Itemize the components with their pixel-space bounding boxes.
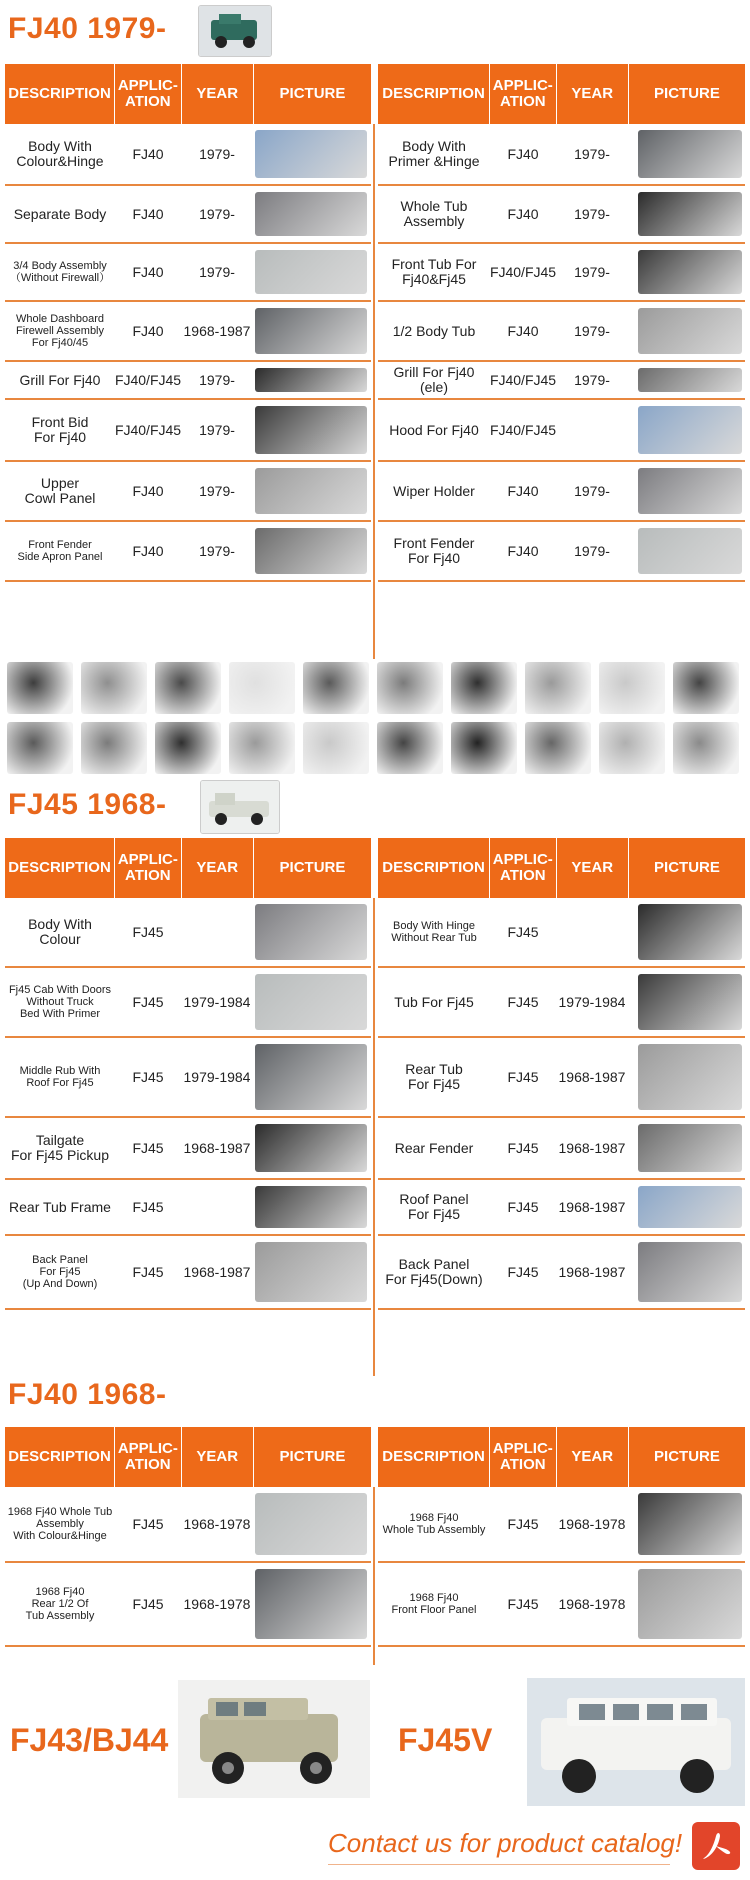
column-divider — [373, 124, 375, 659]
header-description: DESCRIPTION — [5, 838, 115, 898]
table-row — [5, 1118, 371, 1180]
table-row — [5, 1563, 371, 1647]
parts-photo-strip — [5, 660, 745, 778]
part-photo — [81, 662, 147, 714]
part-description: Wiper Holder — [393, 482, 475, 499]
part-picture — [255, 528, 367, 574]
fj45-thumbnail — [200, 780, 280, 834]
part-picture — [255, 368, 367, 392]
part-photo — [155, 662, 221, 714]
part-application: FJ40 — [132, 322, 164, 339]
part-description: Front Tub For Fj40&Fj45 — [391, 256, 477, 287]
table-row — [5, 400, 371, 462]
table-row — [5, 1180, 371, 1236]
header-year: YEAR — [557, 1427, 629, 1487]
part-application: FJ45 — [132, 1263, 164, 1280]
part-photo — [451, 722, 517, 774]
part-photo — [599, 722, 665, 774]
part-application: FJ40 — [132, 482, 164, 499]
part-year: 1979- — [199, 482, 235, 499]
table-row — [5, 362, 371, 400]
part-description: Rear Fender — [394, 1139, 474, 1156]
table-row — [378, 898, 745, 968]
part-picture — [638, 308, 742, 354]
part-picture — [638, 1044, 742, 1110]
header-year: YEAR — [557, 64, 629, 124]
table-row — [5, 1487, 371, 1563]
fj45v-vehicle-photo — [527, 1678, 745, 1806]
part-year: 1979- — [574, 542, 610, 559]
part-year: 1968-1987 — [183, 322, 251, 339]
part-description: 1968 Fj40 Front Floor Panel — [391, 1592, 477, 1616]
part-application: FJ40 — [132, 263, 164, 280]
part-description: Whole Tub Assembly — [400, 198, 468, 229]
part-description: 1968 Fj40 Whole Tub Assembly With Colour&Hinge — [7, 1506, 113, 1542]
part-description: Back Panel For Fj45(Down) — [385, 1256, 483, 1287]
part-photo — [673, 662, 739, 714]
part-picture — [638, 250, 742, 294]
part-year: 1968-1987 — [558, 1263, 626, 1280]
part-year: 1979- — [574, 263, 610, 280]
part-description: Separate Body — [13, 205, 107, 222]
part-description: Hood For Fj40 — [389, 421, 479, 438]
part-picture — [255, 1242, 367, 1302]
part-application: FJ45 — [507, 1595, 539, 1612]
part-application: FJ45 — [132, 1068, 164, 1085]
table-row — [378, 362, 745, 400]
part-picture — [255, 192, 367, 236]
header-description: DESCRIPTION — [378, 838, 490, 898]
part-photo — [673, 722, 739, 774]
table-header-left — [5, 1427, 371, 1487]
part-description: Body With Hinge Without Rear Tub — [391, 920, 477, 944]
part-description: Upper Cowl Panel — [24, 475, 96, 506]
part-picture — [255, 308, 367, 354]
part-picture — [255, 250, 367, 294]
part-application: FJ45 — [132, 993, 164, 1010]
table-header-left — [5, 838, 371, 898]
part-picture — [255, 468, 367, 514]
table-row — [5, 1236, 371, 1310]
contact-underline — [328, 1864, 670, 1865]
part-application: FJ40 — [507, 205, 539, 222]
table-row — [378, 400, 745, 462]
part-description: Body With Primer &Hinge — [388, 138, 480, 169]
contact-catalog-link[interactable]: Contact us for product catalog! — [328, 1828, 683, 1858]
part-year: 1968-1987 — [183, 1263, 251, 1280]
table-row — [378, 968, 745, 1038]
part-application: FJ40/FJ45 — [489, 263, 557, 280]
part-picture — [255, 1493, 367, 1555]
part-photo — [81, 722, 147, 774]
part-photo — [377, 662, 443, 714]
part-picture — [638, 1124, 742, 1172]
part-description: Rear Tub For Fj45 — [405, 1061, 463, 1092]
part-application: FJ40 — [507, 145, 539, 162]
part-application: FJ40 — [132, 145, 164, 162]
header-application: APPLIC- ATION — [490, 838, 556, 898]
section-title-fj45-1968: FJ45 1968- — [8, 788, 167, 821]
part-application: FJ40 — [132, 542, 164, 559]
part-year — [181, 898, 253, 966]
part-application: FJ40 — [132, 205, 164, 222]
part-application: FJ45 — [507, 1068, 539, 1085]
part-application: FJ45 — [132, 923, 164, 940]
header-year: YEAR — [182, 64, 254, 124]
header-year: YEAR — [182, 1427, 254, 1487]
header-description: DESCRIPTION — [5, 64, 115, 124]
part-photo — [303, 662, 369, 714]
part-year: 1968-1987 — [558, 1198, 626, 1215]
section-title-fj40-1979: FJ40 1979- — [8, 12, 167, 45]
table-row — [5, 302, 371, 362]
table-row — [378, 1236, 745, 1310]
model-label-fj43-bj44: FJ43/BJ44 — [10, 1722, 169, 1758]
part-application: FJ40 — [507, 322, 539, 339]
part-year: 1979- — [574, 145, 610, 162]
table-row — [378, 1180, 745, 1236]
part-description: Grill For Fj40 — [19, 371, 101, 388]
part-year: 1979- — [574, 371, 610, 388]
table-row — [378, 244, 745, 302]
table-row — [5, 522, 371, 582]
part-year: 1979- — [199, 205, 235, 222]
header-picture: PICTURE — [279, 1448, 346, 1465]
part-description: 1968 Fj40 Rear 1/2 Of Tub Assembly — [25, 1586, 95, 1622]
table-row — [378, 302, 745, 362]
part-photo — [7, 722, 73, 774]
part-year: 1968-1987 — [558, 1068, 626, 1085]
part-picture — [255, 1044, 367, 1110]
part-description: Tailgate For Fj45 Pickup — [10, 1132, 110, 1163]
part-photo — [229, 662, 295, 714]
part-application: FJ45 — [132, 1198, 164, 1215]
part-application: FJ40/FJ45 — [114, 421, 182, 438]
header-picture: PICTURE — [654, 85, 720, 102]
part-picture — [638, 192, 742, 236]
part-application: FJ45 — [507, 1263, 539, 1280]
part-application: FJ40/FJ45 — [489, 421, 557, 438]
part-description: Front Fender Side Apron Panel — [17, 539, 103, 563]
part-picture — [255, 904, 367, 960]
part-application: FJ40 — [507, 542, 539, 559]
part-picture — [638, 130, 742, 178]
header-picture: PICTURE — [279, 85, 346, 102]
part-picture — [638, 1186, 742, 1228]
part-year: 1979- — [574, 205, 610, 222]
part-picture — [638, 468, 742, 514]
part-photo — [377, 722, 443, 774]
part-description: Roof Panel For Fj45 — [399, 1191, 469, 1222]
pdf-icon[interactable] — [690, 1820, 742, 1872]
part-description: Whole Dashboard Firewell Assembly For Fj40/45 — [15, 313, 105, 349]
part-application: FJ45 — [132, 1139, 164, 1156]
part-application: FJ40/FJ45 — [489, 371, 557, 388]
table-row — [5, 186, 371, 244]
part-photo — [7, 662, 73, 714]
part-description: Rear Tub Frame — [9, 1198, 111, 1215]
part-year: 1968-1978 — [183, 1595, 251, 1612]
header-application: APPLIC- ATION — [490, 1427, 556, 1487]
part-description: Front Fender For Fj40 — [393, 535, 475, 566]
part-year: 1968-1978 — [183, 1515, 251, 1532]
part-description: Front Bid For Fj40 — [31, 414, 89, 445]
header-picture: PICTURE — [654, 859, 720, 876]
part-picture — [638, 1569, 742, 1639]
part-application: FJ45 — [507, 1198, 539, 1215]
header-year: YEAR — [182, 838, 254, 898]
part-application: FJ45 — [132, 1595, 164, 1612]
part-year: 1979-1984 — [558, 993, 626, 1010]
table-row — [378, 1487, 745, 1563]
header-year: YEAR — [557, 838, 629, 898]
part-year: 1979- — [199, 371, 235, 388]
part-description: Tub For Fj45 — [394, 993, 474, 1010]
part-photo — [451, 662, 517, 714]
part-application: FJ40/FJ45 — [114, 371, 182, 388]
table-row — [378, 186, 745, 244]
part-picture — [638, 1242, 742, 1302]
part-description: Body With Colour — [28, 916, 92, 947]
part-year: 1968-1978 — [558, 1595, 626, 1612]
part-photo — [229, 722, 295, 774]
part-picture — [638, 904, 742, 960]
column-divider — [373, 898, 375, 1376]
table-header-right — [378, 64, 745, 124]
part-picture — [638, 406, 742, 454]
part-year — [556, 898, 628, 966]
table-row — [378, 462, 745, 522]
part-description: Back Panel For Fj45 (Up And Down) — [22, 1254, 98, 1290]
table-row — [5, 244, 371, 302]
header-description: DESCRIPTION — [378, 64, 490, 124]
part-picture — [638, 974, 742, 1030]
header-application: APPLIC- ATION — [490, 64, 556, 124]
section-title-fj40-1968: FJ40 1968- — [8, 1378, 167, 1411]
table-row — [378, 1038, 745, 1118]
header-description: DESCRIPTION — [378, 1427, 490, 1487]
table-row — [5, 462, 371, 522]
part-year: 1979- — [199, 421, 235, 438]
table-header-left — [5, 64, 371, 124]
table-row — [5, 124, 371, 186]
part-year — [556, 400, 628, 460]
part-picture — [638, 368, 742, 392]
table-header-right — [378, 838, 745, 898]
part-picture — [255, 406, 367, 454]
part-year: 1979-1984 — [183, 993, 251, 1010]
part-year: 1979-1984 — [183, 1068, 251, 1085]
part-picture — [255, 1569, 367, 1639]
part-description: 1968 Fj40 Whole Tub Assembly — [382, 1512, 486, 1536]
part-application: FJ40 — [507, 482, 539, 499]
part-picture — [255, 1124, 367, 1172]
table-row — [378, 124, 745, 186]
table-row — [5, 898, 371, 968]
part-application: FJ45 — [132, 1515, 164, 1532]
part-description: Fj45 Cab With Doors Without Truck Bed With Primer — [8, 984, 112, 1020]
table-row — [378, 1563, 745, 1647]
part-description: Grill For Fj40 (ele) — [393, 364, 475, 395]
part-description: 3/4 Body Assembly （Without Firewall） — [9, 260, 111, 284]
part-photo — [525, 662, 591, 714]
header-application: APPLIC- ATION — [115, 64, 181, 124]
part-picture — [255, 130, 367, 178]
table-row — [378, 522, 745, 582]
header-application: APPLIC- ATION — [115, 838, 181, 898]
part-year: 1968-1987 — [183, 1139, 251, 1156]
part-year: 1979- — [199, 263, 235, 280]
part-photo — [525, 722, 591, 774]
part-description: Body With Colour&Hinge — [16, 138, 104, 169]
part-picture — [255, 974, 367, 1030]
part-picture — [255, 1186, 367, 1228]
part-application: FJ45 — [507, 1515, 539, 1532]
column-divider — [373, 1487, 375, 1665]
part-photo — [599, 662, 665, 714]
header-description: DESCRIPTION — [5, 1427, 115, 1487]
part-year — [181, 1180, 253, 1234]
table-header-right — [378, 1427, 745, 1487]
part-picture — [638, 528, 742, 574]
part-year: 1979- — [199, 542, 235, 559]
part-year: 1979- — [574, 482, 610, 499]
part-year: 1979- — [574, 322, 610, 339]
header-picture: PICTURE — [279, 859, 346, 876]
table-row — [378, 1118, 745, 1180]
header-picture: PICTURE — [654, 1448, 720, 1465]
fj40-thumbnail — [198, 5, 272, 57]
part-application: FJ45 — [507, 993, 539, 1010]
part-photo — [155, 722, 221, 774]
part-year: 1968-1978 — [558, 1515, 626, 1532]
header-application: APPLIC- ATION — [115, 1427, 181, 1487]
part-year: 1979- — [199, 145, 235, 162]
model-label-fj45v: FJ45V — [398, 1722, 493, 1758]
fj43-vehicle-photo — [178, 1680, 370, 1798]
table-row — [5, 968, 371, 1038]
part-photo — [303, 722, 369, 774]
part-application: FJ45 — [507, 923, 539, 940]
part-year: 1968-1987 — [558, 1139, 626, 1156]
part-picture — [638, 1493, 742, 1555]
part-description: Middle Rub With Roof For Fj45 — [19, 1065, 101, 1089]
part-application: FJ45 — [507, 1139, 539, 1156]
part-description: 1/2 Body Tub — [392, 322, 476, 339]
table-row — [5, 1038, 371, 1118]
